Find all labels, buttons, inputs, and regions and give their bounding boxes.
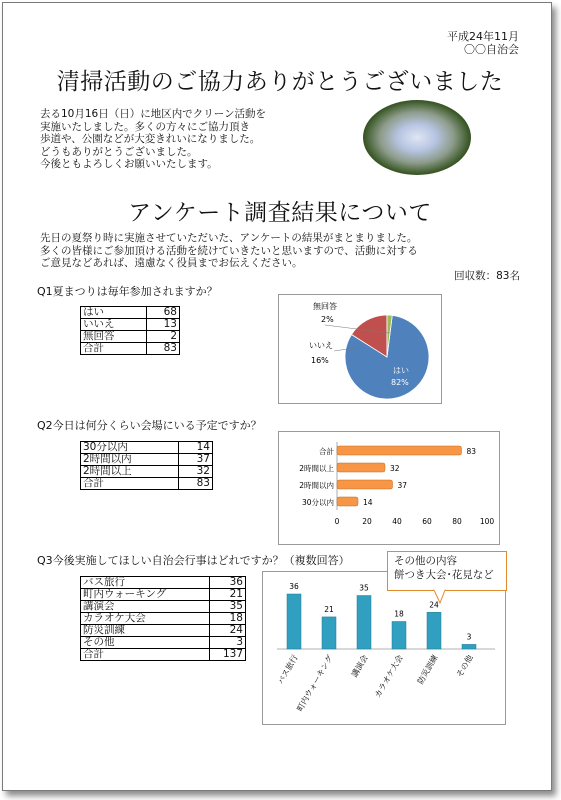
- q3-category-label: バス旅行: [275, 653, 300, 686]
- q2-label: 合計: [81, 478, 179, 490]
- hydrangea-photo: [363, 100, 471, 175]
- q2-category-label: 合計: [319, 447, 334, 456]
- pie-label-yes: はい: [393, 366, 409, 375]
- q3-label: 講演会: [81, 601, 210, 613]
- q3-data-label: 21: [324, 604, 334, 614]
- q2-tick-label: 60: [422, 517, 432, 526]
- q1-pie-svg: [279, 295, 441, 403]
- q3-value: 18: [209, 613, 245, 625]
- q2-category-label: 2時間以内: [299, 481, 334, 490]
- table-row: [81, 601, 246, 613]
- q1-label: はい: [81, 307, 147, 319]
- q2-data-label: 32: [390, 464, 400, 473]
- q2-bar: [337, 497, 358, 506]
- q3-label: バス旅行: [81, 577, 210, 589]
- q3-bar: [392, 622, 406, 650]
- table-row: [81, 454, 213, 466]
- table-row: [81, 577, 246, 589]
- q3-bar: [287, 594, 301, 649]
- survey-intro: [40, 232, 510, 270]
- q3-data-label: 35: [359, 583, 369, 593]
- q3-category-label: 防災訓練: [415, 653, 440, 686]
- q3-label: その他: [81, 637, 210, 649]
- q3-data-label: 36: [289, 582, 299, 591]
- q2-value: 14: [179, 442, 213, 454]
- intro-line: 多くの皆様にご参加頂ける活動を続けていきたいと思いますので、活動に対する: [40, 244, 418, 257]
- q2-tick-label: 0: [334, 517, 340, 526]
- q3-value: 36: [209, 577, 245, 589]
- q1-value: 2: [146, 331, 179, 343]
- table-row: [81, 613, 246, 625]
- q2-table: [80, 441, 213, 490]
- q3-bar: [322, 617, 336, 649]
- other-callout: [387, 551, 507, 591]
- q2-label: 2時間以上: [81, 466, 179, 478]
- q3-value: 24: [209, 625, 245, 637]
- callout-pointer: [420, 589, 450, 605]
- q2-bar: [337, 446, 462, 455]
- q3-bar: [462, 644, 476, 649]
- pie-value-yes: 82%: [391, 378, 409, 387]
- table-row: [81, 331, 180, 343]
- q3-question: Q3今後実施してほしい自治会行事はどれですか？（複数回答）: [37, 554, 350, 567]
- pie-value-na: 2%: [321, 315, 334, 324]
- pie-label-no: いいえ: [309, 341, 333, 350]
- q1-value: 68: [146, 307, 179, 319]
- q3-bar-chart: [262, 571, 506, 725]
- q3-label: 合計: [81, 649, 210, 661]
- q1-table: [80, 306, 180, 355]
- table-row: [81, 637, 246, 649]
- thanks-title: 清掃活動のご協力ありがとうございました: [56, 69, 504, 95]
- q3-bar: [427, 612, 441, 649]
- q2-value: 83: [179, 478, 213, 490]
- survey-title: アンケート調査結果について: [128, 200, 432, 226]
- table-row: [81, 442, 213, 454]
- thanks-line: 実施いたしました。多くの方々にご協力頂き: [40, 120, 250, 133]
- q2-data-label: 14: [363, 498, 373, 507]
- callout-title: その他の内容: [394, 555, 457, 567]
- q1-label: 無回答: [81, 331, 147, 343]
- table-row: [81, 625, 246, 637]
- q3-label: 防災訓練: [81, 625, 210, 637]
- table-row: [81, 649, 246, 661]
- q3-category-label: カラオケ大会: [373, 653, 405, 700]
- q2-bar-chart: [278, 431, 500, 545]
- table-row: [81, 319, 180, 331]
- q1-value: 13: [146, 319, 179, 331]
- pie-label-na: 無回答: [313, 302, 337, 311]
- table-row: [81, 478, 213, 490]
- q2-category-label: 2時間以上: [299, 464, 334, 473]
- q2-label: 30分以内: [81, 442, 179, 454]
- q3-value: 137: [209, 649, 245, 661]
- q1-value: 83: [146, 343, 179, 355]
- q3-label: 町内ウォーキング: [81, 589, 210, 601]
- q3-data-label: 24: [429, 600, 439, 610]
- q3-category-label: 町内ウォーキング: [295, 653, 335, 713]
- q3-bar-svg: [263, 572, 505, 724]
- q3-data-label: 3: [466, 632, 472, 642]
- q3-bar: [357, 596, 371, 649]
- q3-value: 21: [209, 589, 245, 601]
- q2-data-label: 37: [397, 481, 408, 490]
- q3-table: [80, 576, 246, 661]
- q2-tick-label: 40: [392, 517, 402, 526]
- thanks-message: [40, 108, 320, 171]
- q3-label: カラオケ大会: [81, 613, 210, 625]
- q3-value: 3: [209, 637, 245, 649]
- q2-question: Q2今日は何分くらい会場にいる予定ですか？: [37, 419, 262, 432]
- q3-data-label: 18: [394, 609, 404, 619]
- q2-value: 37: [179, 454, 213, 466]
- q3-category-label: その他: [454, 653, 475, 679]
- intro-line: ご意見などあれば、遠慮なく役員までお伝えください。: [40, 257, 303, 269]
- q2-tick-label: 20: [362, 517, 372, 526]
- table-row: [81, 343, 180, 355]
- thanks-line: 去る10月16日（日）に地区内でクリーン活動を: [40, 108, 267, 120]
- table-row: [81, 466, 213, 478]
- q2-value: 32: [179, 466, 213, 478]
- thanks-line: 今後ともよろしくお願いいたします。: [40, 158, 218, 170]
- thanks-line: どうもありがとうございました。: [40, 145, 198, 158]
- pie-value-no: 16%: [311, 356, 329, 365]
- intro-line: 先日の夏祭り時に実施させていただいた、アンケートの結果がまとまりました。: [40, 232, 418, 244]
- table-row: [81, 589, 246, 601]
- q2-category-label: 30分以内: [301, 498, 334, 507]
- callout-text: 餅つき大会･花見など: [394, 569, 494, 581]
- q2-tick-label: 80: [452, 517, 462, 526]
- q2-bar: [337, 480, 393, 489]
- q2-bar: [337, 463, 385, 472]
- table-row: [81, 307, 180, 319]
- q1-question: Q1夏まつりは毎年参加されますか？: [37, 285, 218, 298]
- thanks-line: 歩道や、公園などが大変きれいになりました。: [40, 133, 261, 145]
- issue-date: 平成24年11月: [447, 30, 519, 43]
- q3-category-label: 講演会: [349, 653, 370, 679]
- response-count: 回収数：83名: [454, 270, 520, 282]
- organization-name: 〇〇自治会: [464, 43, 519, 56]
- q2-bar-svg: [279, 432, 499, 544]
- q3-value: 35: [209, 601, 245, 613]
- q2-tick-label: 100: [479, 517, 495, 526]
- q2-data-label: 83: [466, 447, 477, 456]
- q1-label: いいえ: [81, 319, 147, 331]
- q2-label: 2時間以内: [81, 454, 179, 466]
- q1-pie-chart: [278, 294, 442, 404]
- q1-label: 合計: [81, 343, 147, 355]
